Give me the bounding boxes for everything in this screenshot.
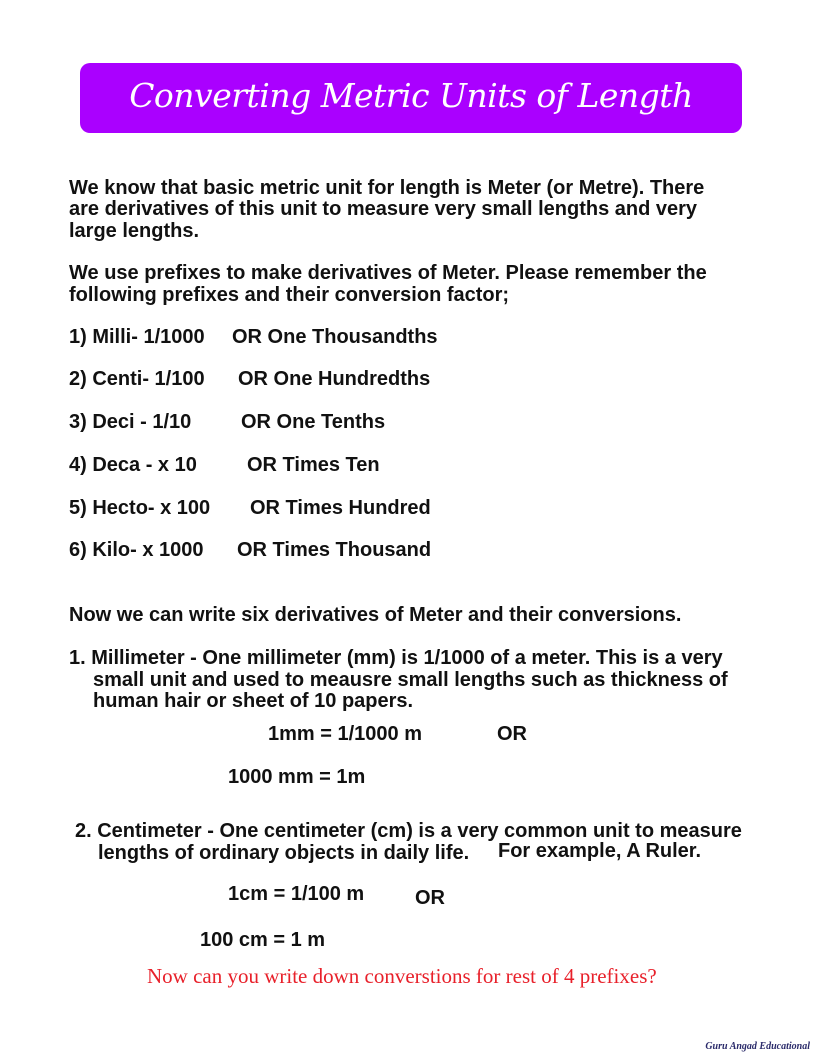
intro-line: large lengths. — [69, 220, 200, 242]
centimeter-line: lengths of ordinary objects in daily life. — [98, 842, 470, 864]
exercise-question: Now can you write down converstions for rest of 4 prefixes? — [147, 964, 657, 988]
millimeter-line: small unit and used to meausre small lengths such as thickness of — [93, 669, 728, 691]
prefix-name: 4) Deca - x 10 — [69, 454, 197, 476]
prefix-name: 5) Hecto- x 100 — [69, 497, 211, 519]
prefix-desc: OR Times Thousand — [237, 539, 432, 561]
prefix-name: 3) Deci - 1/10 — [69, 411, 192, 433]
intro-line: We know that basic metric unit for length is Meter (or Metre). There — [69, 177, 705, 199]
centimeter-example: For example, A Ruler. — [498, 840, 702, 862]
title-banner — [80, 63, 742, 133]
prefix-name: 1) Milli- 1/1000 — [69, 326, 205, 348]
intro-line: following prefixes and their conversion factor; — [69, 284, 510, 306]
prefix-desc: OR One Tenths — [241, 411, 386, 433]
page-title: Converting Metric Units of Length — [129, 76, 693, 115]
centimeter-equation: 1cm = 1/100 m — [228, 883, 365, 905]
prefix-name: 6) Kilo- x 1000 — [69, 539, 204, 561]
centimeter-line: 2. Centimeter - One centimeter (cm) is a very common unit to measure — [75, 820, 742, 842]
millimeter-equation: 1mm = 1/1000 m — [268, 723, 422, 745]
prefix-desc: OR Times Ten — [247, 454, 380, 476]
or-label: OR — [415, 887, 445, 909]
footer-credit: Guru Angad Educational — [705, 1041, 810, 1052]
prefix-desc: OR One Hundredths — [238, 368, 431, 390]
intro-line: are derivatives of this unit to measure very small lengths and very — [69, 198, 698, 220]
prefix-name: 2) Centi- 1/100 — [69, 368, 205, 390]
derivatives-intro: Now we can write six derivatives of Meter and their conversions. — [69, 604, 682, 626]
centimeter-equation: 100 cm = 1 m — [200, 929, 326, 951]
millimeter-equation: 1000 mm = 1m — [228, 766, 366, 788]
millimeter-line: 1. Millimeter - One millimeter (mm) is 1/1000 of a meter. This is a very — [69, 647, 723, 669]
or-label: OR — [497, 723, 527, 745]
millimeter-line: human hair or sheet of 10 papers. — [93, 690, 414, 712]
prefix-desc: OR Times Hundred — [250, 497, 431, 519]
intro-line: We use prefixes to make derivatives of Meter. Please remember the — [69, 262, 707, 284]
prefix-desc: OR One Thousandths — [232, 326, 438, 348]
